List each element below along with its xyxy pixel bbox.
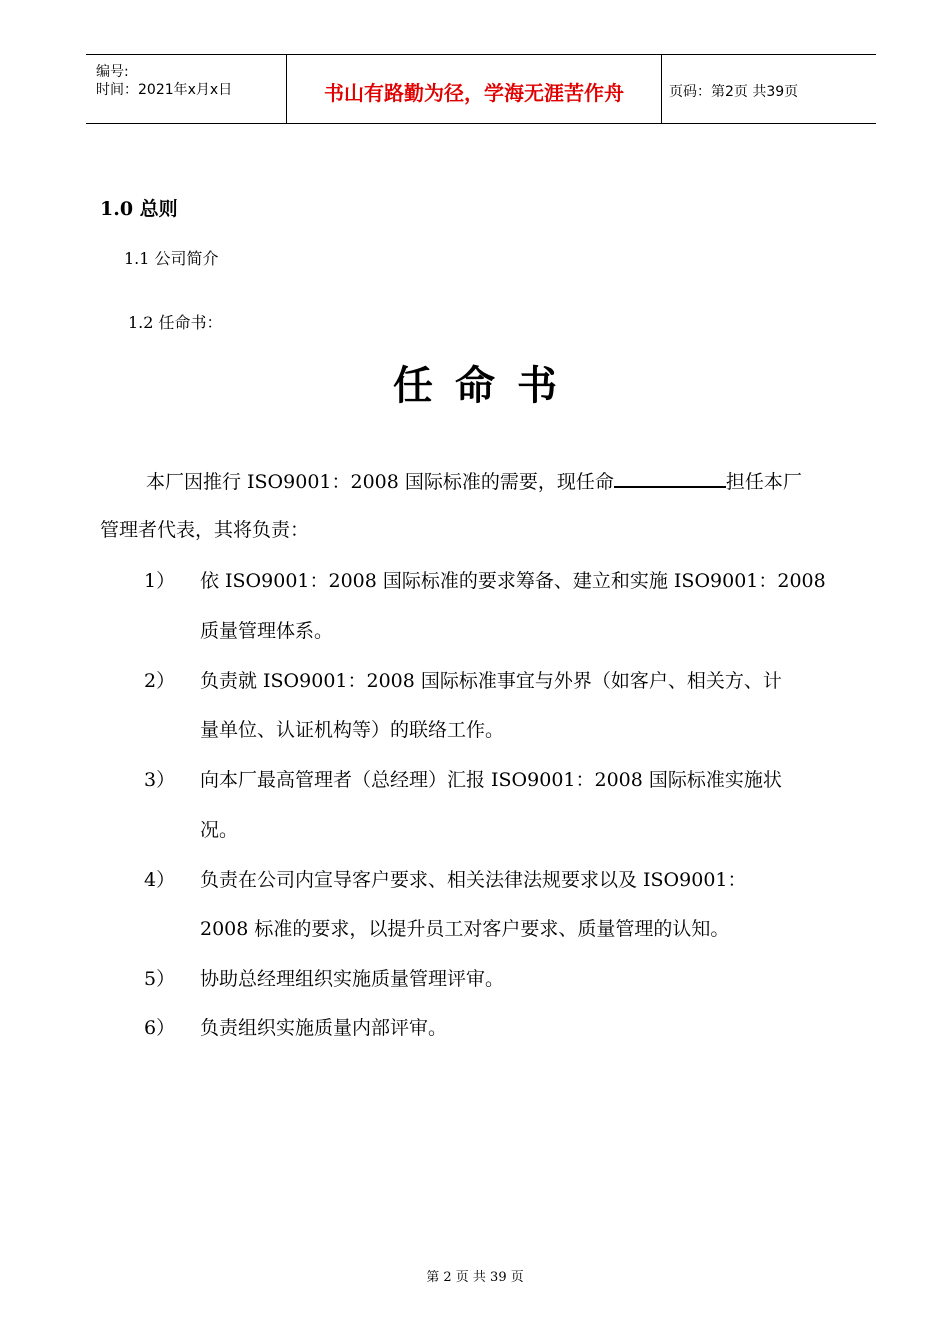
page-header: [86, 54, 876, 124]
list-item-line: 依 ISO9001：2008 国际标准的要求筹备、建立和实施 ISO9001：2008: [200, 570, 826, 592]
list-item-line: 负责就 ISO9001：2008 国际标准事宜与外界（如客户、相关方、计: [200, 670, 782, 692]
list-item-number: 1）: [144, 570, 176, 592]
intro-paragraph-line2: 管理者代表，其将负责：: [100, 519, 310, 541]
list-item-line: 负责在公司内宣导客户要求、相关法律法规要求以及 ISO9001：: [200, 869, 747, 891]
list-item-line: 负责组织实施质量内部评审。: [200, 1017, 448, 1039]
section-general-heading: 1.0 总则: [100, 198, 178, 220]
list-item-number: 5）: [144, 968, 176, 990]
header-page-label: 页码：第2页 共39页: [669, 84, 799, 100]
list-item-number: 3）: [144, 769, 176, 791]
page-footer: 第 2 页 共 39 页: [426, 1270, 524, 1285]
list-item-line: 况。: [200, 819, 239, 841]
motto-text: 书山有路勤为径，学海无涯苦作舟: [324, 81, 624, 105]
section-appointment-heading: 1.2 任命书：: [128, 313, 223, 332]
list-item-line: 质量管理体系。: [200, 620, 334, 642]
list-item-line: 量单位、认证机构等）的联络工作。: [200, 719, 505, 741]
list-item-number: 2）: [144, 670, 176, 692]
name-blank-field: [614, 468, 726, 488]
list-item-number: 6）: [144, 1017, 176, 1039]
list-item-line: 向本厂最高管理者（总经理）汇报 ISO9001：2008 国际标准实施状: [200, 769, 782, 791]
section-intro-heading: 1.1 公司简介: [124, 249, 219, 268]
intro-text-before: 本厂因推行 ISO9001：2008 国际标准的需要，现任命: [146, 471, 614, 493]
intro-paragraph-line1: [146, 468, 802, 495]
header-meta: [86, 55, 286, 123]
list-item-line: 2008 标准的要求，以提升员工对客户要求、质量管理的认知。: [200, 918, 730, 940]
list-item-line: 协助总经理组织实施质量管理评审。: [200, 968, 505, 990]
document-time-label: 时间：2021年x月x日: [96, 82, 233, 98]
intro-text-after: 担任本厂: [725, 471, 802, 493]
header-page: [661, 55, 876, 123]
document-number-label: 编号:: [96, 64, 129, 80]
list-item-number: 4）: [144, 869, 176, 891]
document-title: 任命书: [393, 362, 579, 409]
header-motto: [286, 55, 662, 123]
